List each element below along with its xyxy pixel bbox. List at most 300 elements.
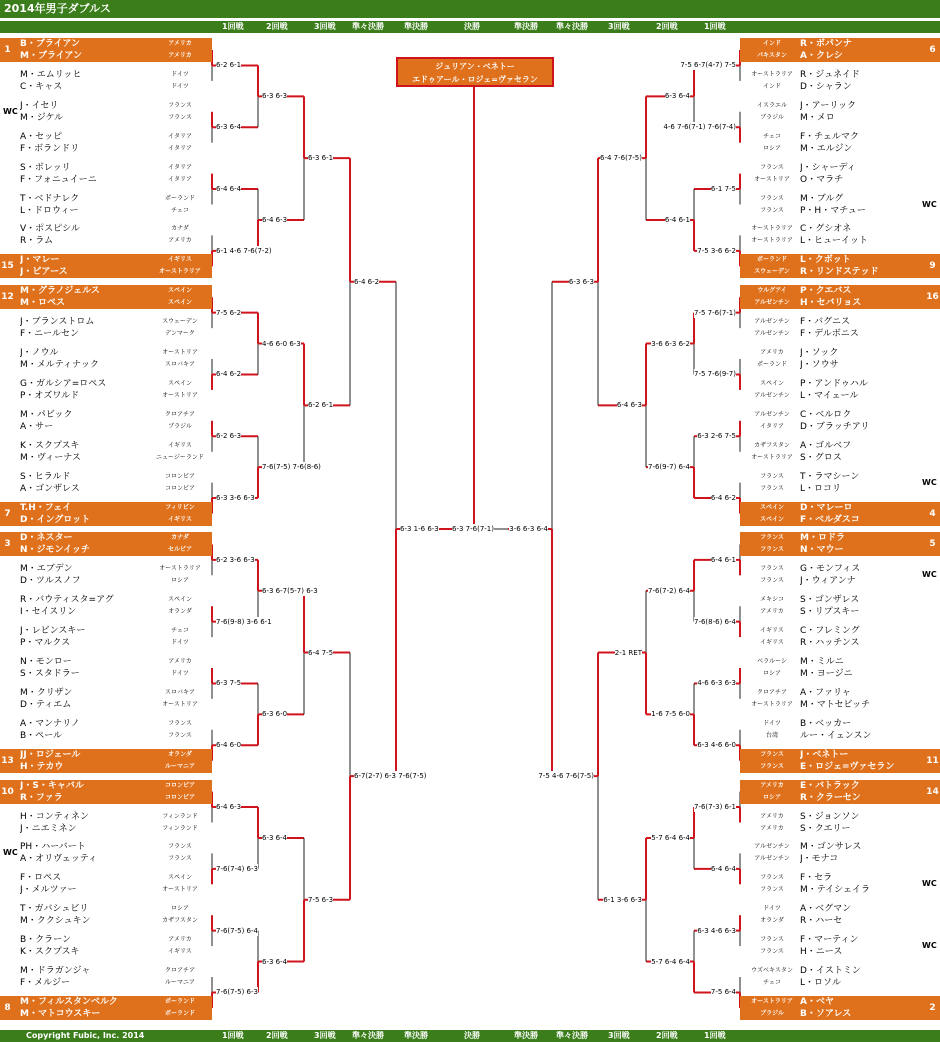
match-score: 7-5 7-6(9-7) bbox=[694, 370, 736, 379]
player-country: スロバキア bbox=[164, 361, 195, 368]
player-name: M・ジケル bbox=[20, 112, 64, 123]
match-score: 6-3 6-1 bbox=[308, 154, 334, 163]
player-name: R・ラム bbox=[20, 236, 54, 247]
match-score: 6-4 6-4 bbox=[216, 185, 242, 194]
player-name: M・メロ bbox=[800, 112, 835, 123]
champion-box bbox=[396, 57, 554, 87]
seed-number: 1 bbox=[0, 38, 15, 62]
player-name: M・メルティナック bbox=[20, 360, 99, 370]
player-name: F・チェルマク bbox=[800, 131, 859, 142]
round-label-right-1: 準決勝 bbox=[514, 1031, 538, 1040]
match-score: 7-6(7-5) 6-3 bbox=[216, 988, 258, 997]
player-country: フランス bbox=[760, 163, 784, 171]
player-country: オーストラリア bbox=[751, 225, 793, 233]
player-country: フランス bbox=[760, 534, 784, 542]
player-country: オーストリア bbox=[754, 175, 790, 183]
match-score: 6-7(2-7) 6-3 7-6(7-5) bbox=[354, 772, 427, 781]
player-country: イタリア bbox=[167, 132, 192, 140]
player-country: フランス bbox=[760, 546, 784, 554]
player-country: フランス bbox=[760, 565, 784, 573]
player-country: コロンビア bbox=[164, 793, 195, 801]
match-score: 4-6 6-0 6-3 bbox=[262, 339, 301, 348]
match-score: 7-6(7-3) 6-1 bbox=[694, 803, 736, 812]
match-score: 6-3 6-4 bbox=[664, 92, 690, 101]
match-score: 4-6 6-3 6-3 bbox=[697, 679, 736, 688]
player-name: T・ベドナレク bbox=[20, 193, 80, 204]
match-score: 2-1 RET bbox=[614, 648, 642, 657]
player-country: クロアチア bbox=[164, 967, 195, 974]
seed-number: 11 bbox=[925, 749, 940, 773]
player-name: M・ドラガンジャ bbox=[20, 966, 91, 976]
seed-number: 12 bbox=[0, 285, 15, 309]
player-country: クロアチア bbox=[756, 688, 787, 696]
player-name: R・バウティスタ=アグ bbox=[20, 595, 114, 606]
player-name: S・クエリー bbox=[800, 823, 851, 834]
player-name: J・ピアース bbox=[20, 267, 68, 278]
player-country: アメリカ bbox=[760, 812, 784, 820]
player-name: P・H・マチュー bbox=[800, 205, 866, 216]
player-name: L・ロソル bbox=[800, 978, 842, 988]
player-country: チェコ bbox=[763, 132, 781, 140]
player-name: J・ウィアンナ bbox=[800, 576, 856, 587]
player-name: M・エムリッヒ bbox=[20, 69, 82, 80]
match-score: 6-3 6-3 bbox=[568, 277, 594, 286]
player-name: M・ククシュキン bbox=[20, 916, 91, 927]
player-country: インド bbox=[762, 82, 781, 90]
player-name: T・ガバシュビリ bbox=[20, 904, 89, 915]
player-name: J・ソック bbox=[800, 348, 839, 358]
player-country: アメリカ bbox=[760, 608, 784, 616]
player-name: M・クリザン bbox=[20, 687, 73, 698]
player-name: K・スクプスキ bbox=[20, 440, 80, 451]
player-name: M・ブルグ bbox=[800, 193, 844, 204]
match-score: 6-3 6-4 bbox=[262, 957, 288, 966]
player-country: アルゼンチン bbox=[754, 299, 790, 307]
player-name: JJ・ロジェール bbox=[20, 749, 81, 760]
player-name: D・ネスター bbox=[20, 533, 73, 544]
player-name: F・フォニュイーニ bbox=[20, 174, 97, 185]
player-country: イタリア bbox=[167, 163, 192, 171]
player-name: M・グラノジェルス bbox=[20, 286, 100, 297]
player-country: スペイン bbox=[759, 503, 784, 511]
match-score: 6-4 6-4 bbox=[710, 864, 736, 873]
player-name: R・ハッチンス bbox=[800, 638, 860, 649]
player-country: カナダ bbox=[171, 225, 189, 233]
match-score: 7-5 4-6 7-6(7-5) bbox=[538, 772, 594, 781]
player-country: フランス bbox=[168, 855, 192, 863]
player-country: ロシア bbox=[762, 144, 781, 152]
player-country: フランス bbox=[168, 113, 192, 121]
player-country: アメリカ bbox=[168, 237, 192, 245]
player-country: スロバキア bbox=[164, 688, 195, 696]
player-country: ポーランド bbox=[164, 194, 195, 202]
player-country: ドイツ bbox=[171, 670, 189, 677]
player-country: オーストリア bbox=[162, 391, 198, 399]
match-score: 4-6 7-6(7-1) 7-6(7-4) bbox=[663, 123, 736, 132]
player-name: N・マウー bbox=[800, 545, 844, 556]
player-country: イタリア bbox=[759, 422, 784, 430]
player-country: オーストラリア bbox=[751, 700, 793, 708]
player-country: ルーマニア bbox=[164, 979, 195, 986]
match-score: 6-3 6-4 bbox=[262, 833, 288, 842]
player-name: A・クレシ bbox=[800, 51, 843, 61]
round-label-final: 決勝 bbox=[464, 22, 480, 31]
player-name: B・ブライアン bbox=[20, 39, 80, 49]
round-label-left-2: 2回戦 bbox=[266, 22, 288, 31]
player-country: フランス bbox=[760, 762, 784, 770]
player-country: アメリカ bbox=[168, 52, 192, 59]
match-score: 6-2 3-6 6-3 bbox=[216, 555, 255, 564]
player-name: S・ボレッリ bbox=[20, 162, 71, 173]
player-name: L・ロコリ bbox=[800, 483, 842, 494]
round-label-left-5: 準決勝 bbox=[404, 22, 428, 31]
player-country: イスラエル bbox=[757, 101, 787, 109]
round-label-final: 決勝 bbox=[464, 1031, 480, 1040]
match-score: 6-4 6-1 bbox=[710, 555, 736, 564]
player-name: F・ニールセン bbox=[20, 329, 79, 340]
player-name: J・ノウル bbox=[20, 348, 59, 358]
player-country: フィンランド bbox=[162, 812, 198, 820]
match-score: 7-5 7-6(7-1) bbox=[694, 308, 736, 317]
player-name: E・バトラック bbox=[800, 780, 860, 791]
player-country: コロンビア bbox=[164, 484, 195, 492]
player-country: オーストラリア bbox=[751, 237, 793, 245]
player-country: ポーランド bbox=[756, 256, 787, 264]
player-name: J・シャーディ bbox=[800, 162, 856, 173]
player-name: M・エルジン bbox=[800, 143, 853, 154]
player-country: アルゼンチン bbox=[754, 410, 790, 418]
player-name: A・ゴルベフ bbox=[800, 440, 852, 451]
match-score: 5-7 6-4 6-4 bbox=[651, 957, 690, 966]
player-name: N・ジモンイッチ bbox=[20, 545, 90, 556]
match-score: 6-4 7-6(7-5) bbox=[600, 154, 642, 163]
player-name: M・ロペス bbox=[20, 298, 65, 309]
player-name: C・グシオネ bbox=[800, 224, 852, 235]
player-country: ドイツ bbox=[171, 82, 189, 90]
player-country: スウェーデン bbox=[162, 318, 198, 326]
player-country: パキスタン bbox=[757, 52, 787, 59]
player-country: カザフスタン bbox=[754, 441, 790, 449]
player-country: イタリア bbox=[167, 144, 192, 152]
player-country: カザフスタン bbox=[162, 917, 198, 925]
player-name: L・ヒューイット bbox=[800, 236, 868, 247]
player-country: オーストラリア bbox=[751, 997, 793, 1005]
match-score: 7-6(9-7) 6-4 bbox=[648, 463, 690, 472]
champion-player-1: ジュリアン・ベネトー bbox=[435, 62, 515, 71]
player-country: スペイン bbox=[167, 596, 192, 604]
final-score: 6-3 7-6(7-1) bbox=[452, 524, 494, 533]
player-name: A・サー bbox=[20, 421, 54, 432]
player-name: F・ロペス bbox=[20, 873, 62, 884]
player-name: F・デルボニス bbox=[800, 329, 859, 340]
match-score: 6-3 4-6 6-0 bbox=[697, 741, 736, 750]
wildcard-badge: WC bbox=[3, 848, 18, 858]
player-country: スウェーデン bbox=[754, 268, 790, 276]
match-score: 7-6(8-6) 6-4 bbox=[694, 617, 736, 626]
player-country: インド bbox=[762, 40, 781, 47]
match-score: 6-2 6-1 bbox=[216, 61, 242, 70]
player-name: B・ペール bbox=[20, 730, 62, 741]
player-country: フランス bbox=[760, 886, 784, 894]
player-country: ドイツ bbox=[763, 719, 781, 727]
player-name: F・バグニス bbox=[800, 317, 850, 328]
player-name: S・ゴンザレス bbox=[800, 595, 860, 606]
player-name: H・ニース bbox=[800, 947, 843, 958]
player-name: H・コンティネン bbox=[20, 811, 90, 822]
player-name: A・オリヴェッティ bbox=[20, 854, 98, 865]
player-country: フランス bbox=[168, 843, 192, 851]
player-name: C・フレミング bbox=[800, 626, 860, 637]
match-score: 3-6 6-3 6-4 bbox=[509, 524, 548, 533]
wildcard-badge: WC bbox=[922, 199, 937, 209]
player-country: オーストラリア bbox=[159, 565, 201, 573]
player-country: ロシア bbox=[762, 793, 781, 801]
player-name: R・ジュネイド bbox=[800, 69, 860, 80]
round-label-left-1: 1回戦 bbox=[222, 22, 244, 31]
wildcard-badge: WC bbox=[922, 941, 937, 951]
player-name: ルー・イェンスン bbox=[800, 730, 872, 741]
match-score: 6-4 6-2 bbox=[710, 494, 736, 503]
player-country: ブラジル bbox=[760, 1009, 784, 1017]
match-score: 6-4 6-2 bbox=[354, 277, 380, 286]
player-country: フランス bbox=[760, 472, 784, 480]
player-country: フランス bbox=[760, 936, 784, 944]
player-country: オーストラリア bbox=[159, 268, 201, 276]
player-name: J・S・キャバル bbox=[20, 780, 84, 791]
match-score: 6-2 6-3 bbox=[216, 432, 242, 441]
player-country: フランス bbox=[168, 101, 192, 109]
seed-number: 7 bbox=[0, 502, 15, 526]
player-name: P・オズワルド bbox=[20, 390, 80, 401]
player-country: ロシア bbox=[170, 905, 189, 913]
round-label-right-1: 準決勝 bbox=[514, 22, 538, 31]
player-country: ロシア bbox=[762, 670, 781, 677]
player-country: カナダ bbox=[171, 534, 189, 542]
player-country: アメリカ bbox=[168, 936, 192, 944]
player-name: E・ロジェ=ヴァセラン bbox=[800, 761, 895, 772]
match-score: 6-4 6-3 bbox=[262, 215, 288, 224]
player-name: F・ベルダスコ bbox=[800, 514, 860, 525]
player-country: オーストリア bbox=[162, 886, 198, 894]
player-name: R・ボパンナ bbox=[800, 39, 852, 49]
player-country: イギリス bbox=[760, 627, 784, 635]
player-name: R・クラーセン bbox=[800, 792, 861, 803]
player-name: F・メルジー bbox=[20, 978, 70, 988]
player-country: フィンランド bbox=[162, 824, 198, 832]
match-score: 6-4 6-2 bbox=[216, 370, 242, 379]
player-country: フランス bbox=[760, 577, 784, 585]
copyright: Copyright Fubic, Inc. 2014 bbox=[26, 1031, 145, 1040]
match-score: 7-6(9-8) 3-6 6-1 bbox=[216, 617, 272, 626]
match-score: 6-4 6-1 bbox=[664, 215, 690, 224]
match-score: 6-1 7-5 bbox=[710, 185, 736, 194]
player-name: L・クボット bbox=[800, 255, 851, 266]
player-name: A・ベヤ bbox=[800, 996, 834, 1007]
match-score: 6-4 6-3 bbox=[216, 803, 242, 812]
match-score: 6-4 6-3 bbox=[616, 401, 642, 410]
player-country: クロアチア bbox=[164, 410, 195, 418]
player-name: B・ソアレス bbox=[800, 1008, 852, 1019]
player-name: J・メルツァー bbox=[20, 885, 77, 896]
player-country: オランダ bbox=[168, 750, 192, 758]
seed-number: 16 bbox=[925, 285, 940, 309]
match-score: 7-6(7-2) 6-4 bbox=[648, 586, 690, 595]
player-name: M・ヨージニ bbox=[800, 669, 853, 679]
player-country: デンマーク bbox=[165, 330, 195, 338]
player-name: B・ベッカー bbox=[800, 718, 852, 729]
player-name: J・ソウサ bbox=[800, 360, 839, 370]
round-label-right-4: 2回戦 bbox=[656, 1031, 678, 1040]
match-score: 7-6(7-4) 6-3 bbox=[216, 864, 258, 873]
match-score: 7-5 6-4 bbox=[710, 988, 736, 997]
player-name: R・ファラ bbox=[20, 792, 63, 803]
seed-number: 10 bbox=[0, 780, 15, 804]
player-name: M・ミルニ bbox=[800, 657, 844, 667]
player-country: オランダ bbox=[760, 917, 784, 925]
match-score: 6-3 6-3 bbox=[262, 92, 288, 101]
player-name: P・マルクス bbox=[20, 638, 71, 649]
player-country: オーストリア bbox=[162, 700, 198, 708]
round-label-right-3: 3回戦 bbox=[608, 1031, 630, 1040]
player-name: M・マトセビッチ bbox=[800, 699, 871, 710]
match-score: 6-1 3-6 6-3 bbox=[603, 895, 642, 904]
page-title: 2014年男子ダブルス bbox=[0, 0, 940, 18]
match-score: 6-3 7-5 bbox=[216, 679, 242, 688]
player-country: ブラジル bbox=[760, 113, 784, 121]
seed-number: 13 bbox=[0, 749, 15, 773]
player-country: ベラルーシ bbox=[757, 658, 787, 665]
match-score: 7-5 6-2 bbox=[216, 308, 242, 317]
player-name: D・ティエム bbox=[20, 699, 72, 710]
player-country: フランス bbox=[168, 719, 192, 727]
player-country: スペイン bbox=[759, 515, 784, 523]
player-country: ポーランド bbox=[164, 997, 195, 1005]
player-country: スペイン bbox=[167, 287, 192, 295]
player-name: M・パビック bbox=[20, 409, 73, 420]
player-name: A・ベグマン bbox=[800, 904, 852, 915]
player-name: M・エブデン bbox=[20, 564, 73, 575]
player-country: フランス bbox=[760, 484, 784, 492]
player-name: J・レビンスキー bbox=[20, 626, 86, 637]
player-name: P・アンドゥハル bbox=[800, 378, 868, 389]
player-name: J・イセリ bbox=[20, 100, 59, 111]
match-score: 6-3 6-4 bbox=[216, 123, 242, 132]
player-country: フィリピン bbox=[165, 503, 195, 511]
player-name: K・スクプスキ bbox=[20, 947, 80, 958]
player-name: G・ガルシア=ロペス bbox=[20, 378, 107, 389]
round-label-right-3: 3回戦 bbox=[608, 22, 630, 31]
player-name: I・セイスリン bbox=[20, 607, 77, 618]
player-name: M・ブライアン bbox=[20, 51, 83, 61]
round-label-left-3: 3回戦 bbox=[314, 22, 336, 31]
player-name: A・ファリャ bbox=[800, 687, 851, 698]
player-name: S・グロス bbox=[800, 452, 842, 463]
match-score: 7-5 6-7(4-7) 7-5 bbox=[680, 61, 736, 70]
player-country: コロンビア bbox=[164, 781, 195, 789]
match-score: 6-2 6-1 bbox=[308, 401, 334, 410]
player-name: D・シャラン bbox=[800, 81, 852, 92]
player-country: ドイツ bbox=[763, 905, 781, 913]
player-country: アメリカ bbox=[760, 824, 784, 832]
player-name: R・ハーセ bbox=[800, 916, 843, 927]
player-name: M・マトコウスキー bbox=[20, 1008, 101, 1019]
player-country: アメリカ bbox=[168, 40, 192, 47]
match-score: 5-7 6-4 6-4 bbox=[651, 833, 690, 842]
player-country: セルビア bbox=[167, 546, 192, 554]
round-label-right-4: 2回戦 bbox=[656, 22, 678, 31]
player-name: H・セバリョス bbox=[800, 298, 862, 309]
round-label-right-5: 1回戦 bbox=[704, 22, 726, 31]
match-score: 6-3 6-0 bbox=[262, 710, 288, 719]
player-name: J・マレー bbox=[20, 255, 60, 266]
player-name: F・マーティン bbox=[800, 935, 859, 946]
player-name: L・マイェール bbox=[800, 390, 859, 401]
player-country: コロンビア bbox=[164, 472, 195, 480]
player-name: G・モンフィス bbox=[800, 564, 861, 575]
seed-number: 9 bbox=[925, 254, 940, 278]
player-country: ルーマニア bbox=[164, 762, 195, 770]
wildcard-badge: WC bbox=[922, 570, 937, 580]
seed-number: 14 bbox=[925, 780, 940, 804]
player-name: H・テカウ bbox=[20, 761, 64, 772]
player-name: R・リンドステッド bbox=[800, 267, 879, 278]
player-country: フランス bbox=[168, 731, 192, 739]
player-name: J・ニエミネン bbox=[20, 823, 77, 834]
player-country: イタリア bbox=[167, 175, 192, 183]
player-name: F・ボランドリ bbox=[20, 143, 80, 154]
player-country: フランス bbox=[760, 750, 784, 758]
player-name: D・イストミン bbox=[800, 966, 861, 976]
player-name: S・ジョンソン bbox=[800, 811, 860, 822]
player-country: イギリス bbox=[168, 256, 192, 264]
round-label-left-5: 準決勝 bbox=[404, 1031, 428, 1040]
player-country: アルゼンチン bbox=[754, 318, 790, 326]
round-label-left-4: 準々決勝 bbox=[352, 1031, 384, 1040]
player-name: S・リプスキー bbox=[800, 607, 860, 618]
match-score: 3-6 6-3 6-2 bbox=[651, 339, 690, 348]
player-country: アメリカ bbox=[760, 349, 784, 356]
player-country: チェコ bbox=[763, 979, 781, 986]
match-score: 6-3 3-6 6-3 bbox=[216, 494, 255, 503]
seed-number: 6 bbox=[925, 38, 940, 62]
player-name: M・テイシェイラ bbox=[800, 885, 870, 896]
player-country: ポーランド bbox=[164, 1009, 195, 1017]
match-score: 6-3 1-6 6-3 bbox=[400, 524, 439, 533]
player-name: T.H・フェイ bbox=[20, 502, 72, 513]
player-name: C・キャス bbox=[20, 81, 63, 92]
player-country: フランス bbox=[760, 194, 784, 202]
player-country: イギリス bbox=[168, 441, 192, 449]
player-name: J・ベネトー bbox=[800, 749, 849, 760]
player-country: ポーランド bbox=[756, 361, 787, 368]
player-country: スペイン bbox=[167, 874, 192, 882]
round-label-left-4: 準々決勝 bbox=[352, 22, 384, 31]
player-name: J・ブランストロム bbox=[20, 317, 95, 328]
player-country: イギリス bbox=[168, 515, 192, 523]
player-name: C・ベルロク bbox=[800, 409, 852, 420]
player-country: アルゼンチン bbox=[754, 391, 790, 399]
seed-number: 3 bbox=[0, 532, 15, 556]
player-name: D・イングロット bbox=[20, 514, 91, 525]
player-country: オーストラリア bbox=[751, 70, 793, 78]
match-score: 6-4 7-5 bbox=[308, 648, 334, 657]
player-name: D・ツルスノフ bbox=[20, 576, 81, 587]
seed-number: 15 bbox=[0, 254, 15, 278]
player-country: チェコ bbox=[171, 206, 189, 214]
player-country: スペイン bbox=[759, 379, 784, 387]
wildcard-badge: WC bbox=[3, 106, 18, 116]
player-country: フランス bbox=[760, 206, 784, 214]
